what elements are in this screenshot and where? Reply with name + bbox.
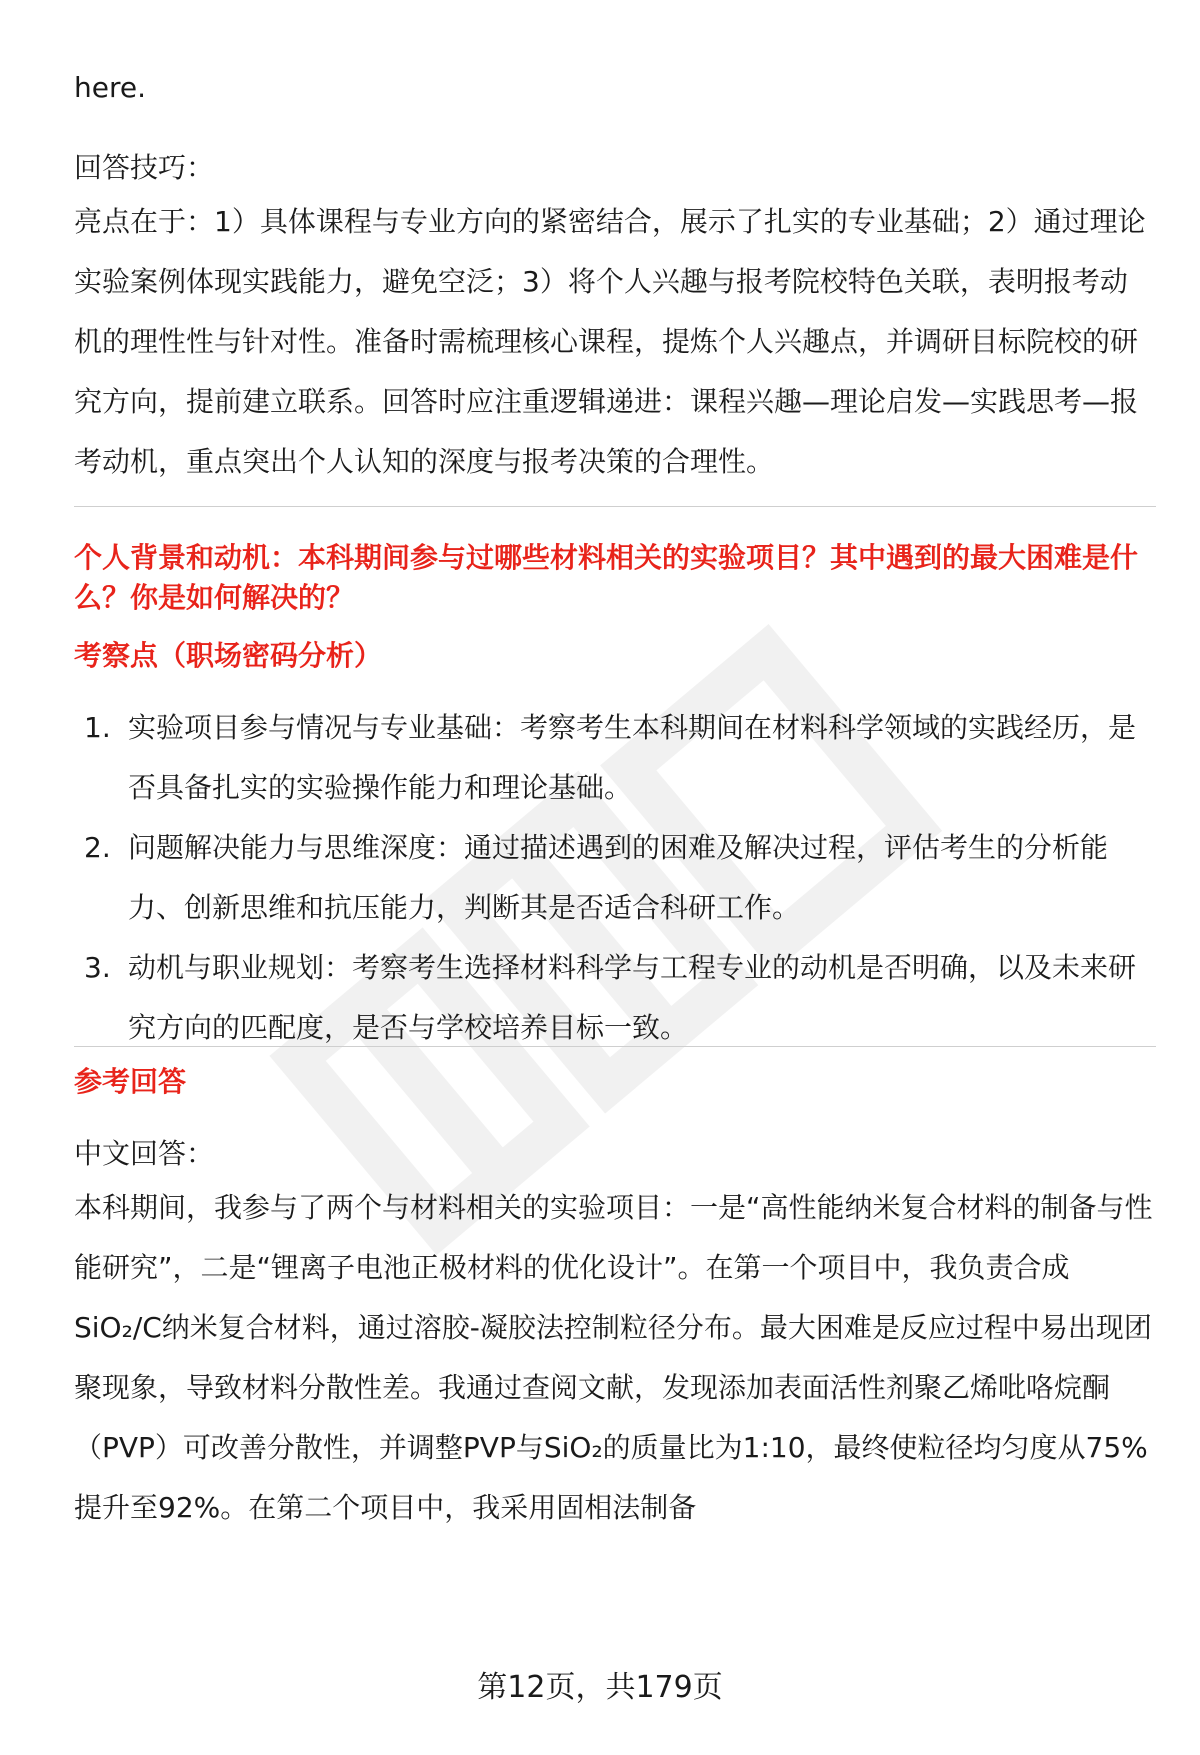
assessment-point [74, 938, 1154, 1058]
reference-body: 本科期间，我参与了两个与材料相关的实验项目：一是“高性能纳米复合材料的制备与性能研究”，二是“锂离子电池正极材料的优化设计”。在第一个项目中，我负责合成SiO₂/C纳米复合材料，通过溶胶-凝胶法控制粒径分布。最大困难是反应过程中易出现团聚现象，导致材料分散性差。我通过查阅文献，发现添加表面活性剂聚乙烯吡咯烷酮（PVP）可改善分散性，并调整PVP与SiO₂的质量比为1:10，最终使粒径均匀度从75%提升至92%。在第二个项目中，我采用固相法制备 [74, 1191, 1153, 1524]
point-text: 实验项目参与情况与专业基础：考察考生本科期间在材料科学领域的实践经历，是否具备扎实的实验操作能力和理论基础。 [128, 711, 1137, 804]
point-text: 动机与职业规划：考察考生选择材料科学与工程专业的动机是否明确，以及未来研究方向的匹配度，是否与学校培养目标一致。 [128, 951, 1137, 1044]
tips-label: 回答技巧： [74, 151, 215, 184]
assessment-title: 考察点（职场密码分析） [74, 639, 383, 672]
reference-label: 中文回答： [74, 1137, 215, 1170]
reference-title: 参考回答 [74, 1065, 187, 1098]
divider [74, 506, 1156, 507]
point-text: 问题解决能力与思维深度：通过描述遇到的困难及解决过程，评估考生的分析能力、创新思维和抗压能力，判断其是否适合科研工作。 [128, 831, 1109, 924]
question-title: 个人背景和动机：本科期间参与过哪些材料相关的实验项目？其中遇到的最大困难是什么？你是如何解决的？ [74, 541, 1139, 614]
point-number: 1. [84, 711, 111, 744]
tips-body: 亮点在于：1）具体课程与专业方向的紧密结合，展示了扎实的专业基础；2）通过理论实验案例体现实践能力，避免空泛；3）将个人兴趣与报考院校特色关联，表明报考动机的理性性与针对性。准备时需梳理核心课程，提炼个人兴趣点，并调研目标院校的研究方向，提前建立联系。回答时应注重逻辑递进：课程兴趣—理论启发—实践思考—报考动机，重点突出个人认知的深度与报考决策的合理性。 [74, 205, 1146, 478]
assessment-point [74, 818, 1154, 938]
divider [74, 1046, 1156, 1047]
point-number: 3. [84, 951, 111, 984]
point-number: 2. [84, 831, 111, 864]
assessment-points-list [74, 698, 1154, 1058]
assessment-point [74, 698, 1154, 818]
top-text: here. [74, 71, 146, 104]
page-footer: 第12页，共179页 [477, 1670, 723, 1705]
